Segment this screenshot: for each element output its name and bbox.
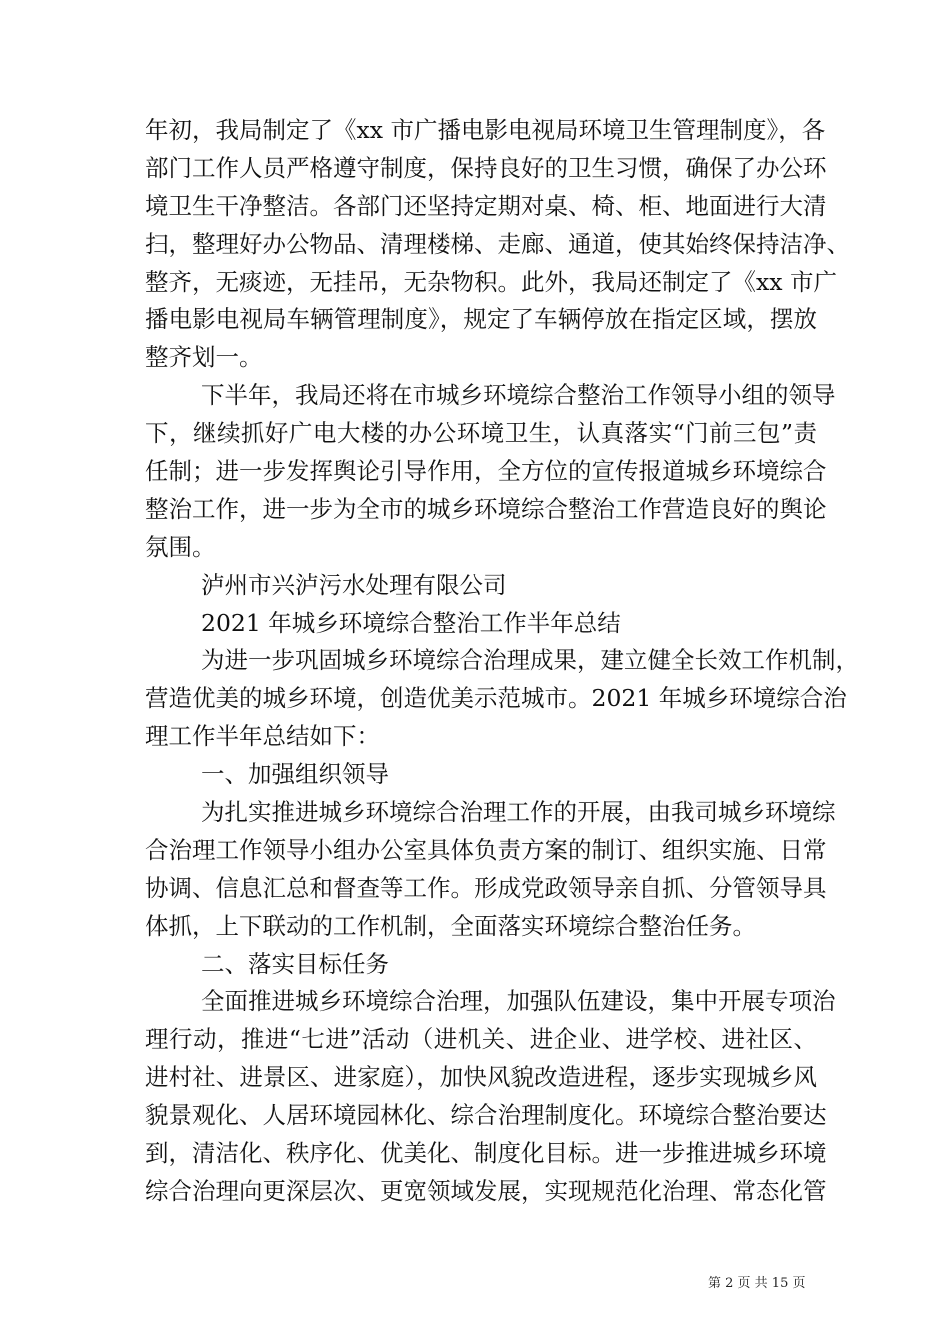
text-line: 理行动，推进“七进”活动（进机关、进企业、进学校、进社区、: [145, 1025, 817, 1054]
text-line: 整治工作，进一步为全市的城乡环境综合整治工作营造良好的舆论: [145, 494, 827, 523]
text-line: 部门工作人员严格遵守制度，保持良好的卫生习惯，确保了办公环: [145, 153, 827, 182]
text-line: 到，清洁化、秩序化、优美化、制度化目标。进一步推进城乡环境: [145, 1139, 827, 1168]
text-line: 为进一步巩固城乡环境综合治理成果，建立健全长效工作机制，: [201, 646, 859, 675]
text-line: 协调、信息汇总和督查等工作。形成党政领导亲自抓、分管领导具: [145, 873, 827, 902]
text-line: 理工作半年总结如下：: [145, 722, 380, 751]
text-line: 为扎实推进城乡环境综合治理工作的开展，由我司城乡环境综: [201, 798, 836, 827]
text-line: 全面推进城乡环境综合治理，加强队伍建设，集中开展专项治: [201, 987, 836, 1016]
text-line: 下，继续抓好广电大楼的办公环境卫生，认真落实“门前三包”责: [145, 419, 817, 448]
page-number: 第 2 页 共 15 页: [708, 1276, 806, 1291]
text-line: 一、加强组织领导: [201, 760, 389, 789]
text-line: 氛围。: [145, 532, 216, 561]
text-line: 综合治理向更深层次、更宽领域发展，实现规范化治理、常态化管: [145, 1176, 827, 1205]
text-line: 体抓，上下联动的工作机制，全面落实环境综合整治任务。: [145, 911, 756, 940]
text-line: 整齐划一。: [145, 343, 263, 372]
text-line: 二、落实目标任务: [201, 949, 389, 978]
text-line: 合治理工作领导小组办公室具体负责方案的制订、组织实施、日常: [145, 835, 827, 864]
text-line: 整齐，无痰迹，无挂吊，无杂物积。此外，我局还制定了《xx 市广: [145, 267, 837, 296]
text-line: 播电影电视局车辆管理制度》，规定了车辆停放在指定区域，摆放: [145, 305, 817, 334]
text-line: 境卫生干净整洁。各部门还坚持定期对桌、椅、柜、地面进行大清: [145, 191, 827, 220]
text-line: 任制；进一步发挥舆论引导作用，全方位的宣传报道城乡环境综合: [145, 457, 827, 486]
text-line: 扫，整理好办公物品、清理楼梯、走廊、通道，使其始终保持洁净、: [145, 229, 850, 258]
text-line: 泸州市兴泸污水处理有限公司: [201, 570, 507, 599]
text-line: 下半年，我局还将在市城乡环境综合整治工作领导小组的领导: [201, 381, 836, 410]
text-line: 营造优美的城乡环境，创造优美示范城市。2021 年城乡环境综合治: [145, 684, 847, 713]
text-line: 进村社、进景区、进家庭），加快风貌改造进程，逐步实现城乡风: [145, 1063, 817, 1092]
text-line: 年初，我局制定了《xx 市广播电影电视局环境卫生管理制度》，各: [145, 116, 826, 144]
text-line: 貌景观化、人居环境园林化、综合治理制度化。环境综合整治要达: [145, 1101, 827, 1130]
document-body: [145, 112, 859, 1211]
text-line: 2021 年城乡环境综合整治工作半年总结: [201, 608, 621, 637]
